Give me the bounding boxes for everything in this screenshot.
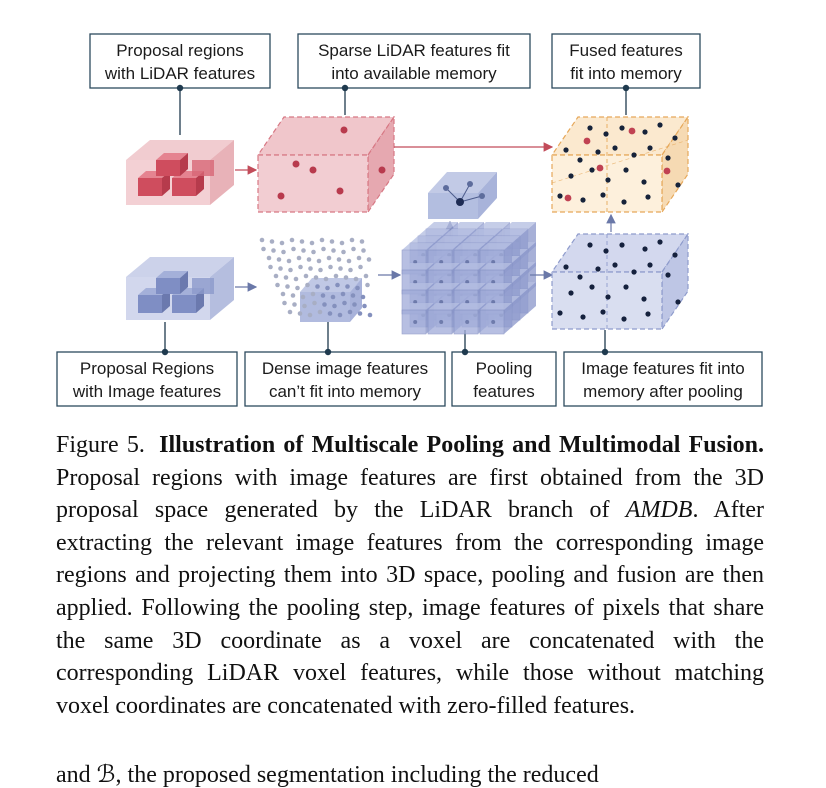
label-proposal-image-line2: with Image features [72,382,222,401]
label-pooling-line1: Pooling [475,359,533,378]
sparse-lidar-cube [258,117,394,212]
label-fused-line2: fit into memory [570,64,682,83]
caption-figure-label: Figure 5. [56,432,145,458]
fused-cube [552,117,688,212]
trailing-text: and ℬ, the proposed segmentation including the reduced [56,762,599,788]
label-sparse-lidar [298,34,530,88]
label-fused [552,34,700,88]
label-sparse-lidar-line2: into available memory [331,64,497,83]
label-image-fit [564,352,762,406]
label-sparse-lidar-line1: Sparse LiDAR features fit [318,41,510,60]
label-pooling-line2: features [473,382,535,401]
label-proposal-image-line1: Proposal Regions [79,359,215,378]
image-proposal-region [126,257,234,320]
lidar-proposal-region [126,140,234,205]
label-dense-image-line1: Dense image features [261,359,429,378]
pooled-voxel [428,172,497,219]
caption-italic: AMDB [625,497,693,524]
caption-title: Illustration of Multiscale Pooling and Multimodal Fusion. [159,432,764,458]
pooling-grid-cube [402,222,536,334]
label-image-fit-line2: memory after pooling [583,382,743,401]
label-proposal-lidar-line1: Proposal regions [116,41,244,60]
label-pooling [452,352,556,406]
caption-text-1: Proposal regions with image features are first obtained from the 3D proposal space generated by the LiDAR branch of [56,464,764,524]
pooled-image-cube [552,234,688,329]
label-fused-line1: Fused features [569,41,683,60]
figure-caption [56,429,764,722]
dense-image-features [260,238,373,322]
label-dense-image-line2: can’t fit into memory [268,382,422,401]
label-proposal-lidar [90,34,270,88]
label-dense-image [245,352,445,406]
caption-text-2: . After extracting the relevant image features from the corresponding image regions and projecting them into 3D space, pooling and fusion are then applied. Following the pooling step, image features of pixels that share the same 3D coordinate as a voxel are concatenated with the corresponding LiDAR voxel features, while those without matching voxel coordinates are concatenated with zero-filled features. [56,497,765,719]
label-image-fit-line1: Image features fit into [581,359,745,378]
label-proposal-lidar-line2: with LiDAR features [104,64,256,83]
label-proposal-image [57,352,237,406]
